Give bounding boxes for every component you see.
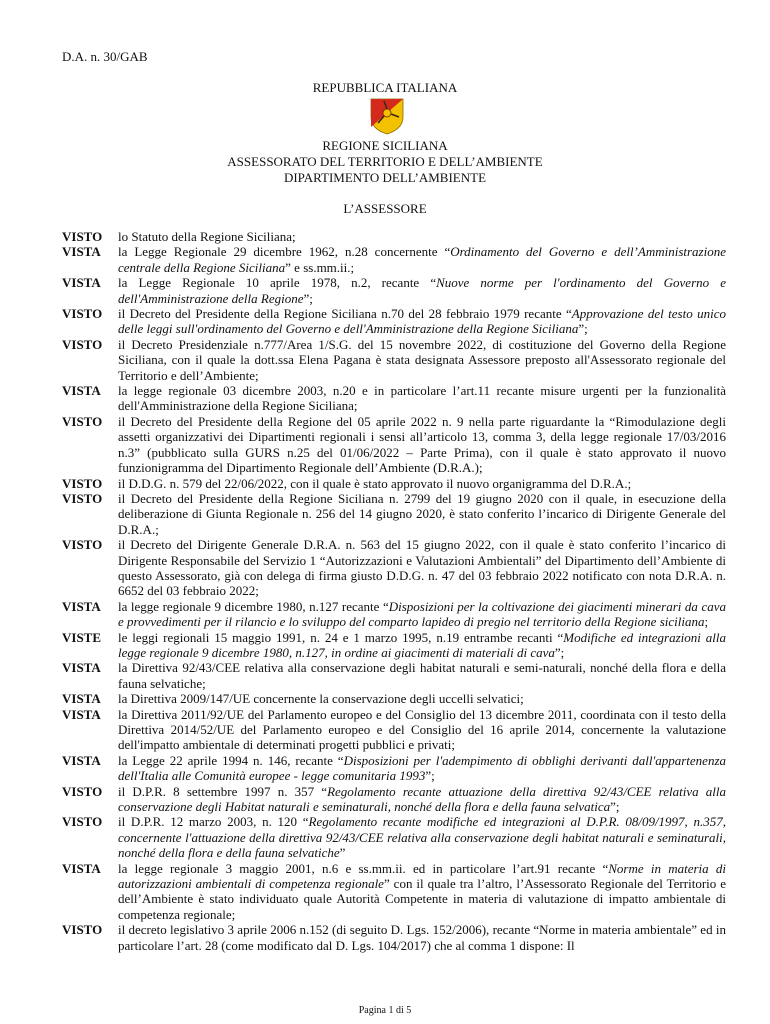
recital-keyword: VISTA [62, 244, 101, 260]
recital-text [118, 814, 726, 860]
recital-text-part: il Decreto del Presidente della Regione del 05 aprile 2022 n. 9 nella parte riguardante la “Rimodulazione degli assetti organizzativi dei Dipartimenti regionali i sensi all’articolo 13, comma 3, della legge regionale 17/03/2016 n.3” (pubblicato sulla GURS n.25 del 01/06/2022 – Parte Prima), con il quale è stato approvato il nuovo funzionigramma del Dipartimento Regionale dell’Ambiente (D.R.A.); [118, 413, 726, 476]
recital-text-part: il decreto legislativo 3 aprile 2006 n.152 (di seguito D. Lgs. 152/2006), recante “Norme in materia ambientale” ed in particolare l’art. 28 (come modificato dal D. Lgs. 104/2017) che al comma 1 dispone: Il [118, 922, 726, 953]
recital-keyword: VISTA [62, 860, 101, 876]
recital-keyword: VISTO [62, 475, 103, 491]
recital-text-part: lo Statuto della Regione Siciliana; [118, 229, 296, 244]
recital-entry [62, 229, 726, 244]
recital-text-part: il D.P.R. 12 marzo 2003, n. 120 “ [118, 814, 309, 830]
recital-text-part: la Legge Regionale 29 dicembre 1962, n.28 concernente “ [118, 244, 451, 260]
recital-text-part: il D.P.R. 8 settembre 1997 n. 357 “ [118, 783, 328, 799]
recital-text [118, 707, 726, 753]
recital-text-part: ”; [425, 768, 435, 784]
recital-entry [62, 861, 726, 923]
recital-text [118, 244, 726, 275]
recital-entry [62, 691, 726, 706]
recital-text-part: ” con il quale tra l’altro, l’Assessorato Regionale del Territorio e dell’Ambiente è stato individuato quale Autorità Competente in materia di valutazione di impatto ambientale di competenza regionale; [118, 876, 726, 922]
recital-text-part: ”; [303, 290, 313, 306]
recital-title-italic: Approvazione del testo unico delle leggi sull'ordinamento del Governo e dell'Amministrazione della Regione Siciliana [118, 306, 726, 337]
recital-entry [62, 476, 726, 491]
recital-text-part: le leggi regionali 15 maggio 1991, n. 24 e 1 marzo 1995, n.19 entrambe recanti “ [118, 629, 564, 645]
recital-text-part: la Direttiva 2009/147/UE concernente la conservazione degli uccelli selvatici; [118, 691, 524, 707]
recital-entry [62, 599, 726, 630]
decree-reference: D.A. n. 30/GAB [62, 49, 148, 64]
recital-text-part: il Decreto Presidenziale n.777/Area 1/S.G. del 15 novembre 2022, di costituzione del Governo della Regione Siciliana, con il quale la dott.ssa Elena Pagana è stata designata Assessore preposto all'Assessorato regionale del Territorio e dell’Ambiente; [118, 336, 726, 383]
recital-text [118, 922, 726, 953]
recital-title-italic: Regolamento recante attuazione della direttiva 92/43/CEE relativa alla conservazione degli Habitat naturali e seminaturali, nonché della flora e della fauna selvatica [118, 783, 727, 815]
recital-text [118, 861, 726, 923]
recital-keyword: VISTO [62, 229, 103, 244]
recital-text [118, 337, 726, 383]
recital-keyword: VISTA [62, 752, 101, 768]
recital-keyword: VISTA [62, 706, 101, 722]
recital-text [118, 275, 726, 306]
recital-text [118, 383, 726, 414]
recital-keyword: VISTA [62, 691, 101, 707]
recital-text-part: la Legge 22 aprile 1994 n. 146, recante “ [118, 752, 344, 768]
department-heading-1: ASSESSORATO DEL TERRITORIO E DELL’AMBIENTE [227, 154, 543, 169]
recital-keyword: VISTO [62, 413, 103, 429]
recital-text-part: ”; [610, 799, 620, 815]
recital-text [118, 537, 726, 599]
recital-text-part: ” e ss.mm.ii.; [285, 259, 355, 275]
recital-entry [62, 337, 726, 383]
recital-text-part: la legge regionale 03 dicembre 2003, n.20 e in particolare l’art.11 recante misure urgenti per la funzionalità dell'Amministrazione della Regione Siciliana; [118, 383, 726, 414]
recital-keyword: VISTA [62, 598, 101, 614]
recital-keyword: VISTO [62, 537, 103, 553]
recital-text-part: ”; [554, 644, 565, 660]
recital-entry [62, 814, 726, 860]
recital-keyword: VISTE [62, 629, 102, 645]
recital-entry [62, 753, 726, 784]
recital-title-italic: Modifiche ed integrazioni alla legge regionale 9 dicembre 1980, n.127, in ordine ai giacimenti di materiali di cava [118, 629, 726, 660]
recital-text-part: la Direttiva 2011/92/UE del Parlamento europeo e del Consiglio del 13 dicembre 2011, coordinata con il testo della Direttiva 2014/52/UE del Parlamento europeo e del Consiglio del 16 aprile 2014, concernente la valutazione dell'impatto ambientale di determinati progetti pubblici e privati; [118, 706, 726, 753]
recital-text-part: ” [339, 845, 346, 861]
page-number: Pagina 1 di 5 [358, 1005, 412, 1016]
recital-keyword: VISTA [62, 660, 101, 676]
recital-text [118, 599, 726, 630]
recital-entry [62, 707, 726, 753]
institution-block [0, 138, 770, 186]
recital-text [118, 306, 726, 337]
recital-title-italic: Nuove norme per l'ordinamento del Governo e dell'Amministrazione della Regione [118, 275, 727, 306]
recital-title-italic: Norme in materia di autorizzazioni ambientali di competenza regionale [118, 860, 726, 892]
trinacria-emblem-icon [369, 97, 405, 135]
assessore-heading: L’ASSESSORE [343, 201, 427, 216]
department-heading-2: DIPARTIMENTO DELL’AMBIENTE [283, 170, 487, 185]
recital-text-part: ; [704, 614, 709, 630]
region-heading: REGIONE SICILIANA [322, 138, 448, 153]
recital-entry [62, 922, 726, 953]
recital-entry [62, 784, 726, 815]
recital-keyword: VISTO [62, 814, 103, 830]
republic-heading: REPUBBLICA ITALIANA [312, 80, 458, 95]
recital-text-part: il Decreto del Dirigente Generale D.R.A. n. 563 del 15 giugno 2022, con il quale è stato conferito l’incarico di Dirigente Responsabile del Servizio 1 “Autorizzazioni e Valutazioni Ambientali” del Dipartimento dell’Ambiente di questo Assessorato, già con delega di firma giusto D.D.G. n. 47 del 03 febbraio 2022 notificato con nota D.R.A. n. 6652 del 03 febbraio 2022; [118, 537, 726, 599]
recital-text [118, 491, 726, 537]
recital-text [118, 784, 726, 815]
recital-text [118, 476, 726, 491]
recital-entry [62, 414, 726, 476]
recital-text-part: la Direttiva 92/43/CEE relativa alla conservazione degli habitat naturali e semi-naturali, nonché della flora e della fauna selvatiche; [118, 660, 726, 691]
recital-text [118, 414, 726, 476]
recital-text [118, 691, 726, 706]
recital-text [118, 660, 726, 691]
recital-entry [62, 491, 726, 537]
recital-title-italic: Disposizioni per l'adempimento di obblighi derivanti dall'appartenenza dell'Italia alle Comunità europee - legge comunitaria 1993 [118, 752, 726, 784]
recital-text-part: il Decreto del Presidente della Regione Siciliana n.70 del 28 febbraio 1979 recante “ [118, 306, 572, 322]
recital-title-italic: Ordinamento del Governo e dell’Amministrazione centrale della Regione Siciliana [118, 244, 726, 275]
recital-entry [62, 537, 726, 599]
recital-text [118, 753, 726, 784]
recital-keyword: VISTO [62, 490, 103, 506]
recital-text-part: ”; [578, 321, 588, 337]
recital-entry [62, 383, 726, 414]
recital-text-part: la legge regionale 3 maggio 2001, n.6 e ss.mm.ii. ed in particolare l’art.91 recante “ [118, 860, 609, 876]
recital-keyword: VISTO [62, 783, 103, 799]
recital-entry [62, 244, 726, 275]
recital-text-part: il D.D.G. n. 579 del 22/06/2022, con il quale è stato approvato il nuovo organigramma del D.R.A.; [118, 475, 632, 491]
recital-text-part: la legge regionale 9 dicembre 1980, n.127 recante “ [118, 598, 389, 614]
recital-entry [62, 630, 726, 661]
recital-entry [62, 275, 726, 306]
recital-keyword: VISTA [62, 275, 101, 291]
recital-text-part: il Decreto del Presidente della Regione Siciliana n. 2799 del 19 giugno 2020 con il quale, in esecuzione della deliberazione di Giunta Regionale n. 256 del 14 giugno 2020, è stato conferito l’incarico di Dirigente Generale del D.R.A.; [118, 490, 726, 537]
recital-keyword: VISTO [62, 336, 103, 352]
recital-keyword: VISTO [62, 306, 103, 322]
recital-keyword: VISTA [62, 383, 101, 399]
recital-entry [62, 660, 726, 691]
recitals-list [62, 229, 726, 953]
recital-text [118, 229, 726, 244]
recital-title-italic: Regolamento recante modifiche ed integrazioni al D.P.R. 08/09/1997, n.357, concernente l'attuazione della direttiva 92/43/CEE relativa alla conservazione degli habitat naturali e seminaturali, nonché della flora e della fauna selvatiche [118, 814, 727, 861]
recital-title-italic: Disposizioni per la coltivazione dei giacimenti minerari da cava e provvedimenti per il rilancio e lo sviluppo del comparto lapideo di pregio nel territorio della Regione siciliana [118, 598, 726, 630]
recital-text-part: la Legge Regionale 10 aprile 1978, n.2, recante “ [118, 275, 437, 291]
recital-text [118, 630, 726, 661]
recital-entry [62, 306, 726, 337]
recital-keyword: VISTO [62, 922, 103, 938]
